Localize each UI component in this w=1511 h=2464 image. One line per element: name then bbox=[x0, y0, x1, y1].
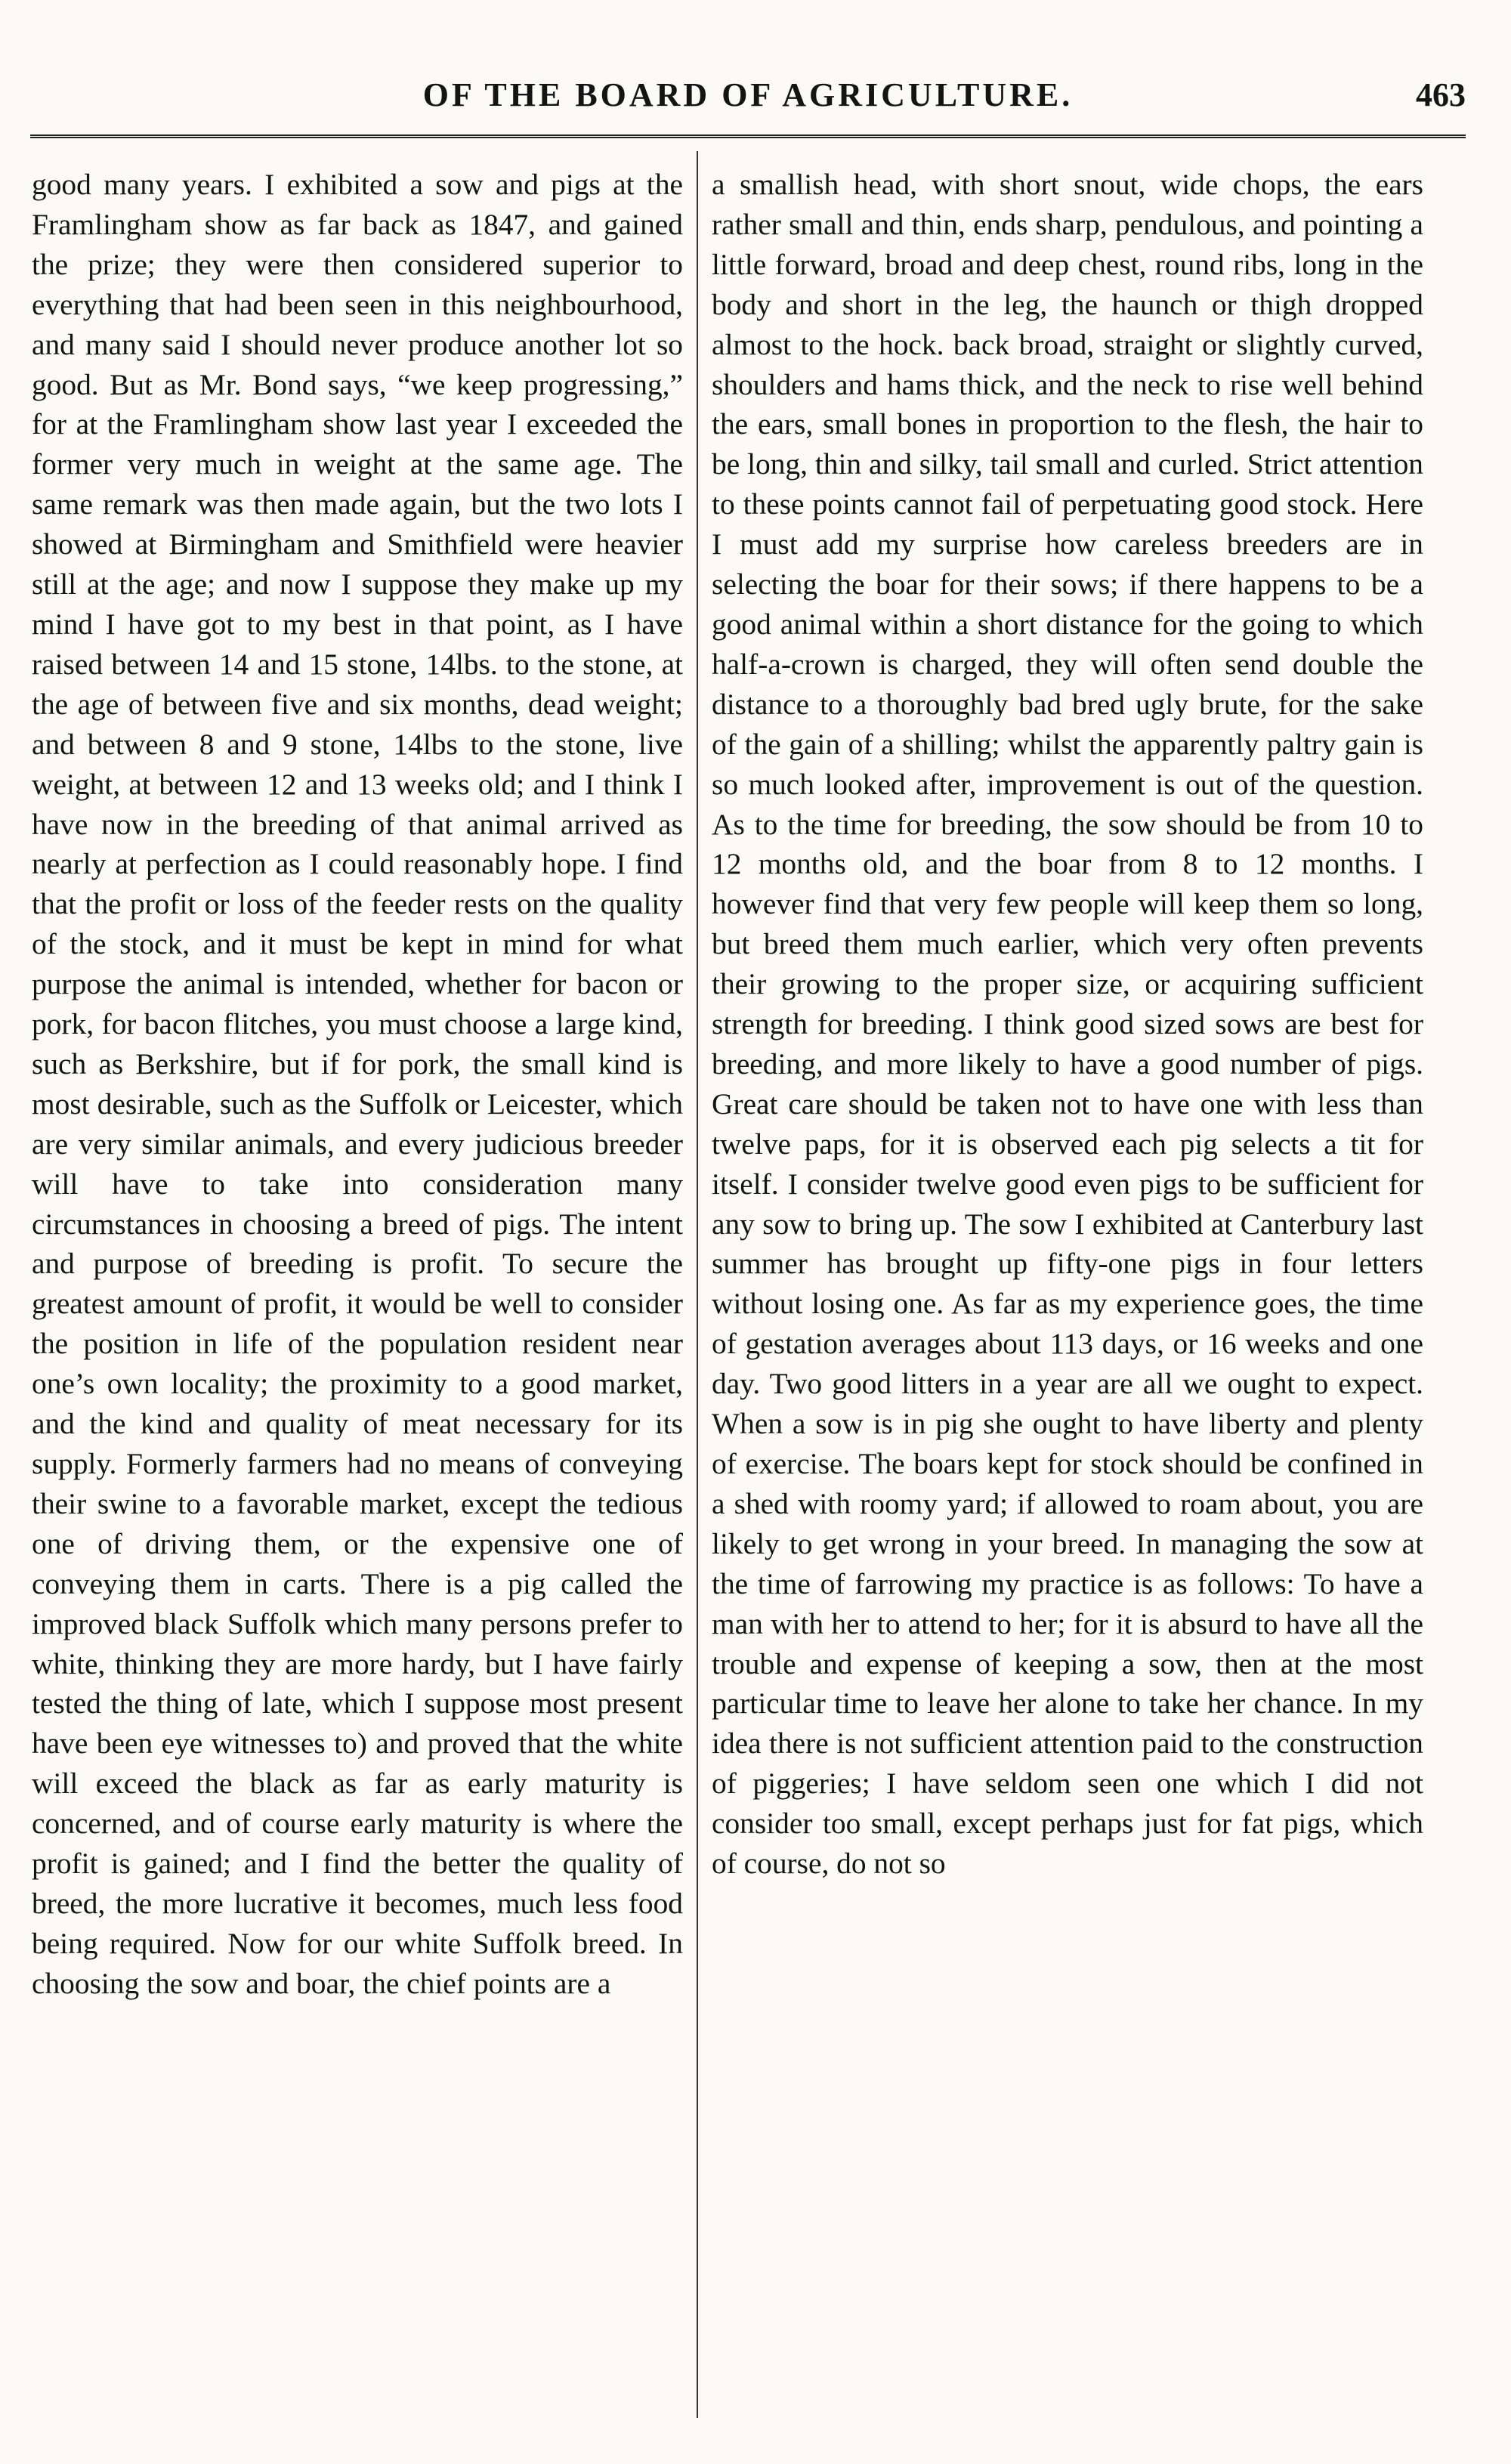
left-column-text: good many years. I exhibited a sow and pigs at the Framlingham show as far back as 1847, and gained the prize; they were then considered superior to everything that had been seen in this neighbourhood, and many said I should never produce another lot so good. But as Mr. Bond says, “we keep progressing,” for at the Framlingham show last year I exceeded the former very much in weight at the same age. The same remark was then made again, but the two lots I showed at Birmingham and Smithfield were heavier still at the age; and now I suppose they make up my mind I have got to my best in that point, as I have raised between 14 and 15 stone, 14lbs. to the stone, at the age of between five and six months, dead weight; and between 8 and 9 stone, 14lbs to the stone, live weight, at between 12 and 13 weeks old; and I think I have now in the breeding of that animal arrived as nearly at perfection as I could reasonably hope. I find that the profit or loss of the feeder rests on the quality of the stock, and it must be kept in mind for what purpose the animal is intended, whether for bacon or pork, for bacon flitches, you must choose a large kind, such as Berkshire, but if for pork, the small kind is most desirable, such as the Suffolk or Leicester, which are very similar animals, and every judicious breeder will have to take into consideration many circumstances in choosing a breed of pigs. The intent and purpose of breeding is profit. To secure the greatest amount of profit, it would be well to consider the position in life of the population resident near one’s own locality; the proximity to a good market, and the kind and quality of meat necessary for its supply. Formerly farmers had no means of conveying their swine to a favorable market, except the tedious one of driving them, or the expensive one of conveying them in carts. There is a pig called the improved black Suffolk which many persons prefer to white, thinking they are more hardy, but I have fairly tested the thing of late, which I suppose most present have been eye witnesses to) and proved that the white will exceed the black as far as early maturity is concerned, and of course early maturity is where the profit is gained; and I find the better the quality of breed, the more lucrative it becomes, much less food being required. Now for our white Suffolk breed. In choosing the sow and boar, the chief points are a bbox=[32, 168, 683, 2000]
column-divider bbox=[697, 151, 698, 2418]
right-column-text: a smallish head, with short snout, wide chops, the ears rather small and thin, ends sharp, pendulous, and pointing a little forward, broad and deep chest, round ribs, long in the body and short in the leg, the haunch or thigh dropped almost to the hock. back broad, straight or slightly curved, shoulders and hams thick, and the neck to rise well behind the ears, small bones in proportion to the flesh, the hair to be long, thin and silky, tail small and curled. Strict attention to these points cannot fail of perpetuating good stock. Here I must add my surprise how careless breeders are in selecting the boar for their sows; if there happens to be a good animal within a short distance for the going to which half-a-crown is charged, they will often send double the distance to a thoroughly bad bred ugly brute, for the sake of the gain of a shilling; whilst the apparently paltry gain is so much looked after, improvement is out of the question. As to the time for breeding, the sow should be from 10 to 12 months old, and the boar from 8 to 12 months. I however find that very few people will keep them so long, but breed them much earlier, which very often prevents their growing to the proper size, or acquiring sufficient strength for breeding. I think good sized sows are best for breeding, and more likely to have a good number of pigs. Great care should be taken not to have one with less than twelve paps, for it is observed each pig selects a tit for itself. I consider twelve good even pigs to be sufficient for any sow to bring up. The sow I exhibited at Canterbury last summer has brought up fifty-one pigs in four letters without losing one. As far as my experience goes, the time of gestation averages about 113 days, or 16 weeks and one day. Two good litters in a year are all we ought to expect. When a sow is in pig she ought to have liberty and plenty of exercise. The boars kept for stock should be confined in a shed with roomy yard; if allowed to roam about, you are likely to get wrong in your breed. In managing the sow at the time of farrowing my practice is as follows: To have a man with her to attend to her; for it is absurd to have all the trouble and expense of keeping a sow, then at the most particular time to leave her alone to take her chance. In my idea there is not sufficient attention paid to the construction of piggeries; I have seldom seen one which I did not consider too small, except perhaps just for fat pigs, which of course, do not so bbox=[712, 168, 1423, 1881]
left-column bbox=[32, 165, 683, 2428]
page-number: 463 bbox=[1416, 76, 1466, 113]
header-rule bbox=[30, 134, 1466, 138]
right-column bbox=[712, 165, 1423, 2428]
running-header bbox=[30, 76, 1466, 128]
running-title: OF THE BOARD OF AGRICULTURE. bbox=[422, 76, 1074, 113]
